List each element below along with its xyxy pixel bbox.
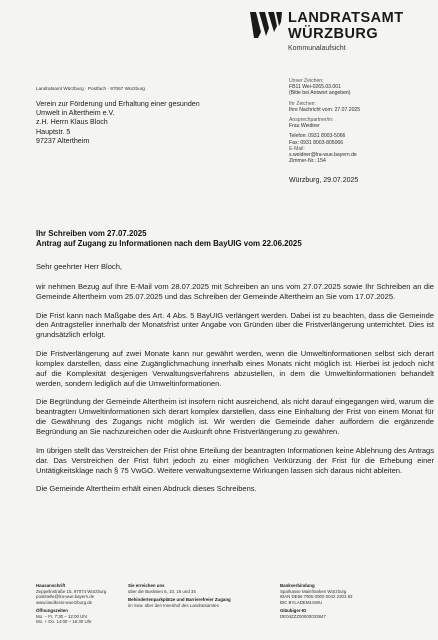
recipient-line: 97237 Altertheim	[36, 136, 90, 145]
subject-line-2: Antrag auf Zugang zu Informationen nach dem BayUIG vom 22.06.2025	[36, 239, 302, 248]
footer-hours-line: Mo. + Do. 14:00 – 16:30 Uhr	[36, 619, 92, 624]
our-reference-note: (Bitte bei Antwort angeben)	[289, 90, 351, 97]
district-logo-icon	[250, 10, 282, 40]
room-number: Zimmer-Nr.: 154	[289, 158, 326, 165]
footer-access-title: Behindertenparkplätze und Barrierefreier Zugang	[128, 597, 231, 602]
recipient-address	[36, 100, 200, 146]
your-reference: Ihre Nachricht vom: 27.07.2025	[289, 106, 361, 113]
subject-line-1: Ihr Schreiben vom 27.07.2025	[36, 229, 147, 238]
footer-transport-title: Sie erreichen uns	[128, 583, 165, 588]
recipient-line: Verein zur Förderung und Erhaltung einer gesunden	[36, 100, 200, 108]
fax-number: Fax: 0931 8003-805066	[289, 139, 344, 146]
body-paragraph: Die Begründung der Gemeinde Altertheim ist insofern nicht ausreichend, als nicht darauf eingegangen wird, warum die beantragten Umweltinformationen sich derart komplex darstellen, dass eine Einhaltung der Frist von einem Monat für die Gewährung des Zugangs nicht möglich ist. Wir werden die Gemeinde daher auffordern die ergänzende Begründung an Sie nachzureichen oder die Auskunft ohne Fristverlängerung zu gewähren.	[36, 397, 434, 436]
recipient-line: Hauptstr. 5	[36, 127, 71, 136]
footer-hours-title: Öffnungszeiten	[36, 608, 68, 613]
footer-line: Sparkasse Mainfranken Würzburg	[280, 588, 347, 594]
footer-email: poststelle@lra-wue.bayern.de	[36, 594, 95, 599]
letter-date: Würzburg, 29.07.2025	[289, 177, 359, 185]
letterhead-logo	[250, 6, 435, 54]
footer-bank-column	[280, 583, 353, 619]
footer-website: www.landkreis-wuerzburg.de	[36, 599, 93, 605]
body-paragraph: wir nehmen Bezug auf Ihre E-Mail vom 28.07.2025 mit Schreiben an uns vom 27.07.2025 sowie Ihr Schreiben an die Gemeinde Altertheim vom 25.07.2025 und das Schreiben der Gemeinde Altertheim an Sie vom 17.07.2025.	[36, 281, 434, 301]
footer-line: über die Buslinien 6, 10, 16 und 34	[128, 588, 196, 594]
contact-person: Frau Weidner	[289, 123, 320, 130]
footer-address-title: Hausanschrift	[36, 583, 66, 588]
letterhead-department: Kommunalaufsicht	[288, 45, 346, 52]
letter-body	[36, 262, 434, 503]
body-paragraph: Im übrigen stellt das Verstreichen der Frist ohne Erteilung der beantragten Informationen keine Ablehnung des Antrags dar. Das Verstreichen der Frist führt jedoch zu einer möglichen Verkürzung der Frist für die Erhebung einer Untätigkeitsklage nach § 75 VwGO. Weitere verwaltungsexterne Wirkungen lassen sich daraus nicht ableiten.	[36, 445, 434, 475]
phone-number: Telefon: 0931 8003-5066	[289, 133, 346, 140]
email-label: E-Mail:	[289, 145, 305, 152]
footer-bic: BIC BYLADEM1SWU	[280, 599, 323, 605]
footer-address-column	[36, 583, 106, 625]
body-paragraph: Die Gemeinde Altertheim erhält einen Abdruck dieses Schreibens.	[36, 484, 257, 494]
body-paragraph: Die Fristverlängerung auf zwei Monate kann nur gewährt werden, wenn die Umweltinformationen selbst sich derart komplex darstellen, dass eine Zugänglichmachung innerhalb eines Monats nicht möglich ist. Hierbei ist jedoch nicht auf die Komplexität desjenigen Verwaltungsverfahrens abzustellen, in dem die Umweltinformationen behandelt werden, sondern lediglich auf die Umweltinformationen.	[36, 349, 434, 388]
footer-transport-column	[128, 583, 231, 608]
footer-creditor-id: DE04ZZZ00000033847	[280, 613, 326, 619]
contact-label: Ansprechpartner/in:	[289, 117, 334, 124]
footer-iban: IBAN DE56 7905 0000 0042 2303 83	[280, 594, 353, 599]
footer-creditor-title: Gläubiger-ID	[280, 608, 307, 613]
recipient-line: Umwelt in Altertheim e.V.	[36, 109, 115, 118]
footer-line: im Sow. über den Innenhof des Landratsamtes	[128, 602, 219, 608]
recipient-line: z.H. Herrn Klaus Bloch	[36, 118, 108, 127]
our-reference: FB11 Wei-0265.03.001	[289, 84, 341, 91]
footer-bank-title: Bankverbindung	[280, 583, 315, 588]
footer-line: Zeppelinstraße 15, 97074 Würzburg	[36, 588, 107, 594]
your-reference-label: Ihr Zeichen:	[289, 100, 316, 107]
salutation: Sehr geehrter Herr Bloch,	[36, 262, 122, 271]
our-reference-label: Unser Zeichen:	[289, 78, 324, 84]
reference-info-block	[289, 78, 429, 185]
sender-return-line: Landratsamt Würzburg · Postfach · 97067 Würzburg	[36, 86, 145, 91]
body-paragraph: Die Frist kann nach Maßgabe des Art. 4 Abs. 5 BayUIG verlängert werden. Dabei ist zu beachten, dass die Gemeinde den Antragsteller innerhalb der Monatsfrist unter Angabe von Gründen über die Fristverlängerung unterrichtet. Dies ist grundsätzlich erfolgt.	[36, 310, 434, 340]
subject-block	[36, 229, 302, 249]
letterhead-title-line1: LANDRATSAMT	[288, 10, 404, 26]
email-address: s.weidner@lra-wue.bayern.de	[289, 152, 357, 159]
letterhead-title-line2: WÜRZBURG	[288, 26, 379, 42]
footer-hours-line: Mo. – Fr. 7:30 – 12:00 Uhr	[36, 613, 88, 619]
